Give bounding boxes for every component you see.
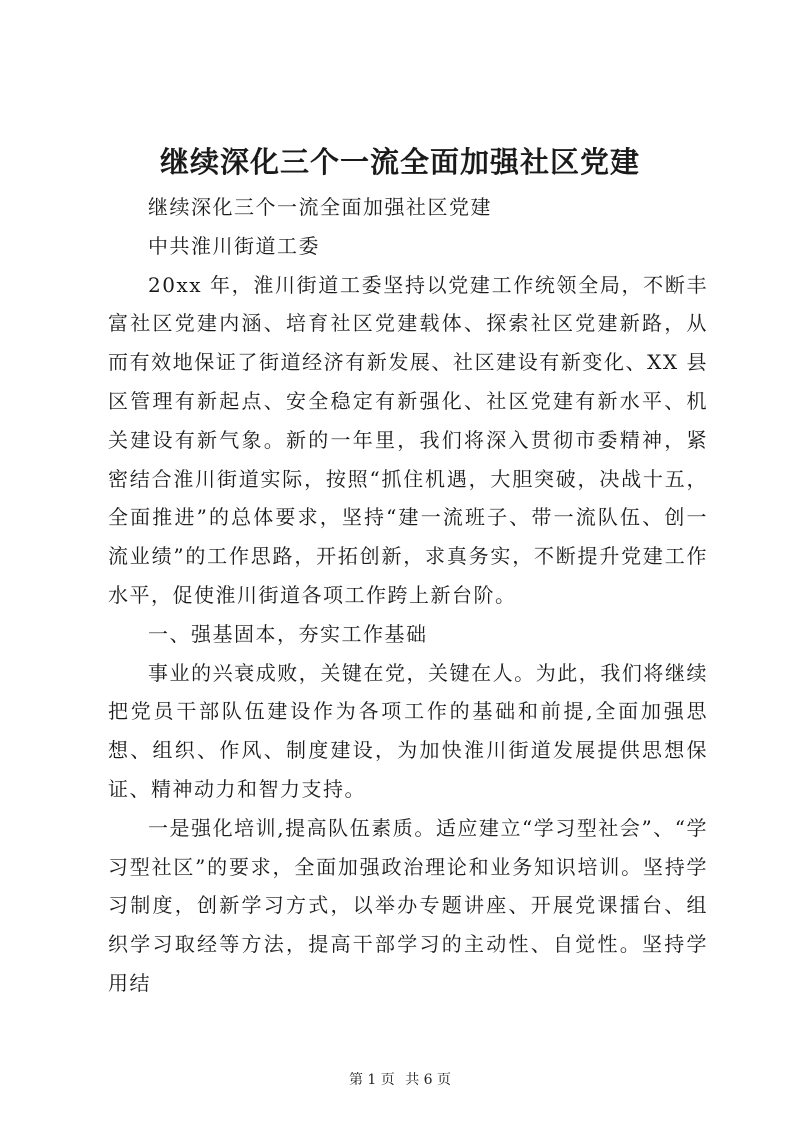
section-heading: 一、强基固本，夯实工作基础	[148, 621, 428, 646]
total-pages: 共 6 页	[405, 1072, 452, 1088]
page-footer	[0, 1070, 800, 1090]
document-body	[108, 188, 708, 1003]
body-paragraph: 事业的兴衰成败，关键在党，关键在人。为此，我们将继续把党员干部队伍建设作为各项工作的基础和前提,全面加强思想、组织、作风、制度建设，为加快淮川街道发展提供思想保证、精神动力和智力支持。	[108, 660, 708, 801]
body-paragraph: 一是强化培训,提高队伍素质。适应建立“学习型社会”、“学习型社区”的要求，全面加强政治理论和业务知识培训。坚持学习制度，创新学习方式，以举办专题讲座、开展党课擂台、组织学习取经等方法，提高干部学习的主动性、自觉性。坚持学用结	[108, 815, 708, 995]
page-number: 第 1 页	[348, 1072, 395, 1088]
author-paragraph: 中共淮川街道工委	[148, 233, 320, 258]
document-title: 继续深化三个一流全面加强社区党建	[159, 145, 640, 179]
body-paragraph: 20xx 年，淮川街道工委坚持以党建工作统领全局，不断丰富社区党建内涵、培育社区党建载体、探索社区党建新路，从而有效地保证了街道经济有新发展、社区建设有新变化、XX 县区管理有新起点、安全稳定有新强化、社区党建有新水平、机关建设有新气象。新的一年里，我们将深入贯彻市委精神，紧密结合淮川街道实际，按照“抓住机遇，大胆突破，决战十五，全面推进”的总体要求，坚持“建一流班子、带一流队伍、创一流业绩”的工作思路，开拓创新，求真务实，不断提升党建工作水平，促使淮川街道各项工作跨上新台阶。	[108, 272, 708, 607]
subtitle-paragraph: 继续深化三个一流全面加强社区党建	[148, 195, 492, 219]
